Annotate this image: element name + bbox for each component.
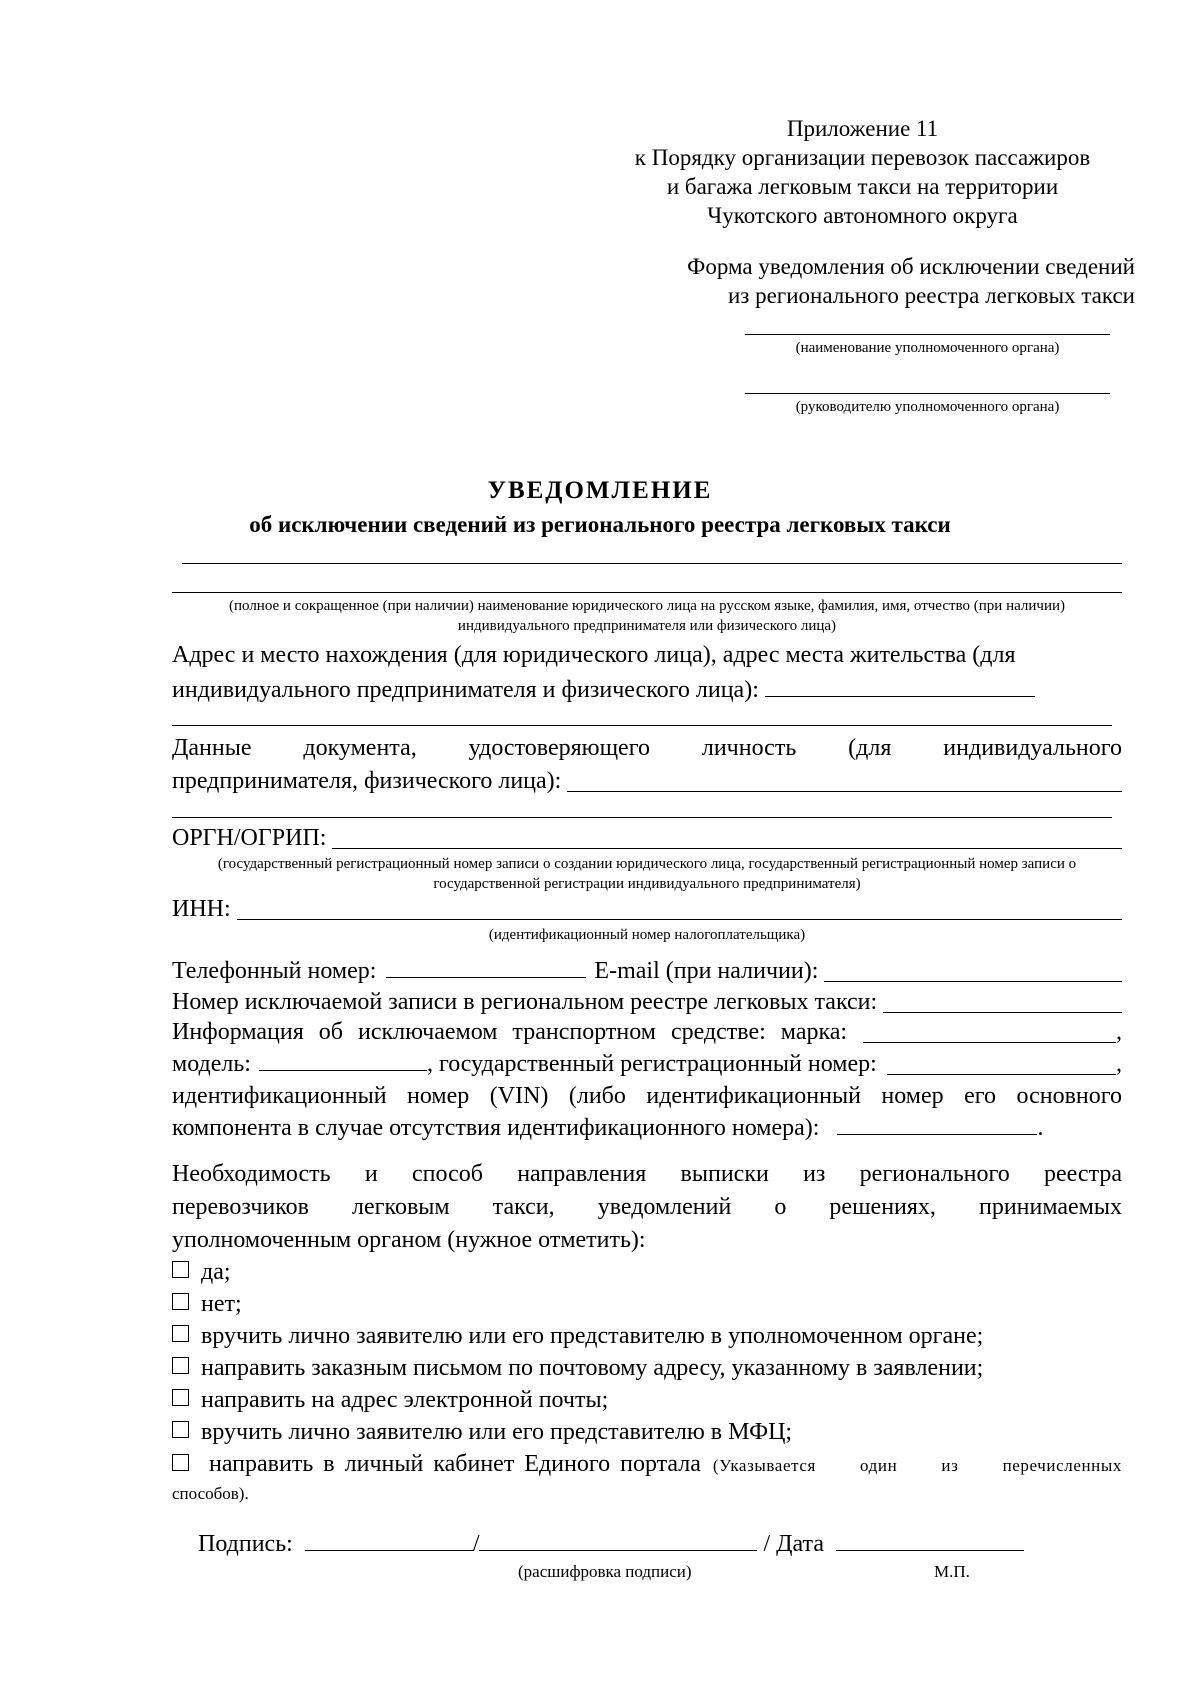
- appendix-header: [590, 114, 1135, 230]
- vehicle-vin-row: [172, 1112, 1122, 1145]
- ogrn-label: ОРГН/ОГРИП:: [172, 825, 327, 851]
- authority-head-line[interactable]: [745, 393, 1110, 394]
- signature-row: [198, 1528, 1024, 1560]
- option-yes[interactable]: [172, 1256, 1122, 1288]
- vehicle-model-label: модель:: [172, 1051, 251, 1077]
- authority-name-caption: (наименование уполномоченного органа): [795, 340, 1060, 356]
- id-document-label: предпринимателя, физического лица):: [172, 768, 562, 794]
- id-document-line-1: Данные документа, удостоверяющего личность (для индивидуального: [172, 735, 1122, 761]
- option-checkbox[interactable]: [172, 1261, 189, 1278]
- authority-name-field[interactable]: [745, 334, 1110, 357]
- email-label: E-mail (при наличии):: [594, 958, 819, 984]
- option-checkbox[interactable]: [172, 1454, 189, 1471]
- address-input-line[interactable]: [765, 672, 1035, 697]
- option-label: вручить лично заявителю или его представителю в МФЦ;: [201, 1419, 793, 1445]
- signature-input-line[interactable]: [305, 1530, 473, 1551]
- id-document-row: [172, 765, 1122, 798]
- authority-head-caption: (руководителю уполномоченного органа): [795, 399, 1060, 415]
- vehicle-reg-label: , государственный регистрационный номер:: [426, 1051, 877, 1077]
- vehicle-model-input-line[interactable]: [259, 1050, 427, 1071]
- document-subtitle: об исключении сведений из регионального реестра легковых такси: [249, 512, 951, 537]
- option-in-person-mfc[interactable]: [172, 1416, 1122, 1448]
- option-email[interactable]: [172, 1384, 1122, 1416]
- applicant-name-line-2[interactable]: [172, 592, 1122, 593]
- applicant-name-line-1[interactable]: [182, 563, 1122, 564]
- option-label: нет;: [201, 1291, 242, 1317]
- ogrn-input-line[interactable]: [332, 847, 1122, 849]
- necessity-line-2: перевозчиков легковым такси, уведомлений о решениях, принимаемых: [172, 1194, 1122, 1220]
- address-field: [172, 639, 1122, 707]
- form-name: [590, 252, 1135, 310]
- signature-label: Подпись:: [198, 1531, 293, 1557]
- applicant-name-caption: (полное и сокращенное (при наличии) наименование юридического лица на русском языке, фамилия, имя, отчество (при наличии) индивидуального предпринимателя или физического лица): [229, 598, 1065, 634]
- record-number-label: Номер исключаемой записи в региональном реестре легковых такси:: [172, 989, 878, 1015]
- id-document-input-line-2[interactable]: [172, 817, 1112, 818]
- option-portal-cabinet[interactable]: [172, 1448, 1122, 1482]
- option-checkbox[interactable]: [172, 1421, 189, 1438]
- comma-separator: ,: [1116, 1019, 1122, 1045]
- option-registered-mail[interactable]: [172, 1352, 1122, 1384]
- necessity-line-3: уполномоченным органом (нужное отметить):: [172, 1227, 646, 1253]
- inn-label: ИНН:: [172, 896, 231, 922]
- slash-separator: /: [472, 1531, 480, 1557]
- phone-input-line[interactable]: [386, 957, 586, 978]
- contacts-row: [172, 955, 1122, 988]
- vehicle-vin-line-1: идентификационный номер (VIN) (либо идентификационный номер его основного: [172, 1083, 1122, 1109]
- option-label: да;: [201, 1259, 231, 1285]
- vehicle-vin-input-line[interactable]: [837, 1114, 1037, 1135]
- authority-head-field[interactable]: [745, 393, 1110, 416]
- inn-caption: (идентификационный номер налогоплательщика): [488, 927, 806, 943]
- signature-decode-input-line[interactable]: [479, 1530, 757, 1551]
- necessity-line-1: Необходимость и способ направления выписки из регионального реестра: [172, 1161, 1122, 1187]
- option-note: (Указывается один из перечисленных: [712, 1456, 1122, 1475]
- option-label: вручить лично заявителю или его представителю в уполномоченном органе;: [201, 1323, 984, 1349]
- id-document-input-line[interactable]: [567, 790, 1122, 792]
- vehicle-intro-label: Информация об исключаемом транспортном средстве: марка:: [172, 1019, 848, 1045]
- ogrn-caption: (государственный регистрационный номер записи о создании юридического лица, государственный регистрационный номер записи о государственной регистрации индивидуального предпринимателя): [217, 856, 1077, 892]
- option-no[interactable]: [172, 1288, 1122, 1320]
- option-label: направить заказным письмом по почтовому адресу, указанному в заявлении;: [201, 1355, 984, 1381]
- comma-separator: ,: [1116, 1051, 1122, 1077]
- date-label: / Дата: [763, 1531, 824, 1557]
- phone-label: Телефонный номер:: [172, 958, 377, 984]
- inn-input-line[interactable]: [237, 918, 1122, 920]
- option-label: направить в личный кабинет Единого портала: [209, 1451, 701, 1477]
- date-input-line[interactable]: [836, 1530, 1024, 1551]
- authority-name-line[interactable]: [745, 334, 1110, 335]
- record-number-input-line[interactable]: [883, 1011, 1122, 1013]
- appendix-line: к Порядку организации перевозок пассажиров: [634, 145, 1091, 170]
- ogrn-row: [172, 822, 1122, 855]
- option-checkbox[interactable]: [172, 1389, 189, 1406]
- option-checkbox[interactable]: [172, 1325, 189, 1342]
- period-separator: .: [1037, 1115, 1044, 1141]
- option-checkbox[interactable]: [172, 1293, 189, 1310]
- appendix-line: Чукотского автономного округа: [707, 203, 1018, 228]
- form-name-line: из регионального реестра легковых такси: [727, 283, 1135, 308]
- option-label: направить на адрес электронной почты;: [201, 1387, 609, 1413]
- address-label: Адрес и место нахождения (для юридического лица), адрес места жительства (для индивидуального предпринимателя и физического лица):: [172, 642, 1016, 703]
- vehicle-brand-input-line[interactable]: [863, 1041, 1116, 1043]
- vehicle-reg-input-line[interactable]: [887, 1073, 1116, 1075]
- vehicle-brand-row: [172, 1016, 1122, 1049]
- option-checkbox[interactable]: [172, 1357, 189, 1374]
- document-title: УВЕДОМЛЕНИЕ: [487, 477, 713, 504]
- vehicle-vin-label: компонента в случае отсутствия идентификационного номера):: [172, 1115, 820, 1141]
- option-note-continued: способов).: [172, 1484, 249, 1503]
- address-input-line-2[interactable]: [172, 725, 1112, 726]
- appendix-line: и багажа легковым такси на территории: [666, 174, 1059, 199]
- option-in-person-authority[interactable]: [172, 1320, 1122, 1352]
- stamp-placeholder: М.П.: [934, 1562, 970, 1581]
- signature-decode-caption: (расшифровка подписи): [518, 1562, 692, 1581]
- record-number-row: [172, 986, 1122, 1019]
- form-name-line: Форма уведомления об исключении сведений: [687, 254, 1135, 279]
- email-input-line[interactable]: [824, 980, 1122, 982]
- inn-row: [172, 893, 1122, 926]
- vehicle-model-row: [172, 1048, 1122, 1081]
- appendix-line: Приложение 11: [786, 116, 939, 141]
